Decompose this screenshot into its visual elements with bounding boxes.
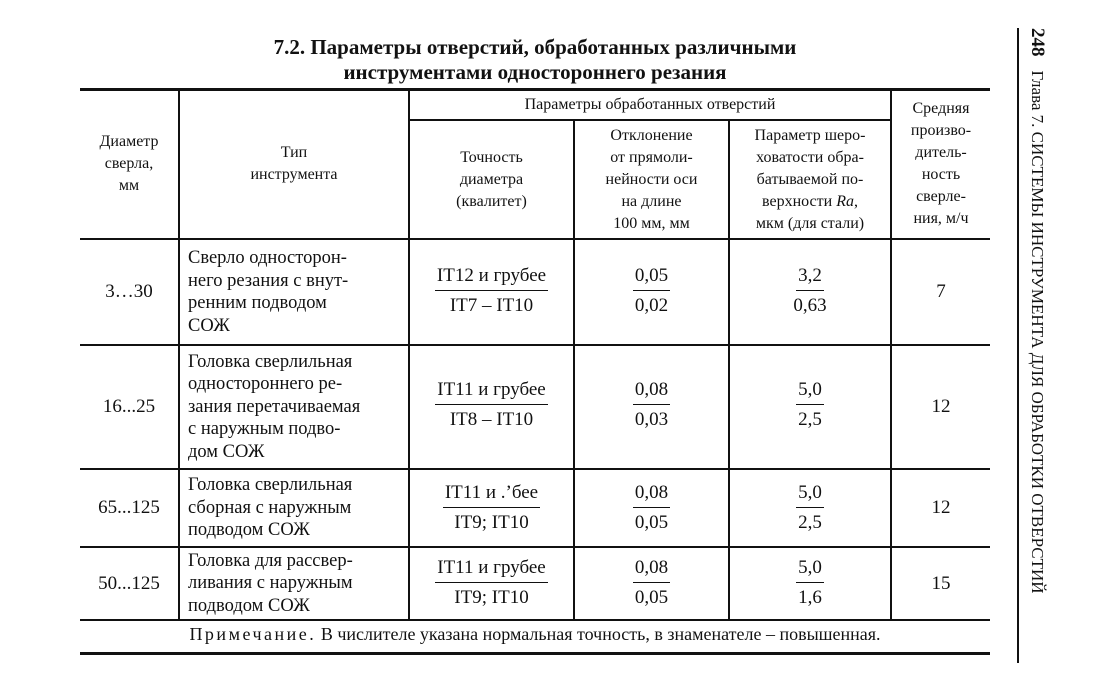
row-3-tool: Головка сверлильная сборная с наружным подводом СОЖ [188,475,353,541]
row-1-roughness: $\frac{3,2}{0,63}$ [793,265,827,316]
header-deviation: Отклонение от прямоли- нейности оси на длине 100 мм, мм [605,126,698,232]
row-3-diameter: 65...125 [98,497,160,518]
row-1-accuracy: IT12 и грубее IT7 – IT10 [436,265,547,316]
row-3-accuracy: IT11 и .’бее IT9; IT10 [444,482,539,533]
table-bottom-rule [80,619,990,621]
row-4-accuracy: IT11 и грубее IT9; IT10 [437,557,546,608]
page-bottom-rule [80,652,990,655]
row-1-productivity: 7 [936,281,946,302]
running-header [1026,28,1048,668]
header-roughness: Параметр шеро- ховатости обра- батываемой по- верхности Ra, мкм (для стали) [754,126,866,232]
row-1-diameter: 3…30 [105,281,153,302]
row-2-tool: Головка сверлильная одностороннего ре- зания перетачиваемая с наружным подво- дом СОЖ [188,351,361,462]
table-title-line-1: 7.2. Параметры отверстий, обработанных различными [273,35,797,59]
row-4-tool: Головка для рассвер- ливания с наружным подводом СОЖ [188,550,353,616]
table-note [80,624,990,645]
header-productivity: Средняя произво- дитель- ность сверле- ния, м/ч [910,100,972,227]
row-2-productivity: 12 [931,396,951,417]
row-1-tool: Сверло односторон- него резания с внут- ренним подводом СОЖ [188,248,349,336]
row-2-roughness: $\frac{5,0}{2,5}$ [798,379,822,430]
row-4-deviation: $\frac{0,08}{0,05}$ [634,557,669,608]
row-1-deviation: $\frac{0,05}{0,02}$ [634,265,669,316]
row-4-productivity: 15 [931,572,951,594]
page-number: 248 [1027,28,1048,57]
header-diameter: Диаметр сверла, мм [99,133,159,194]
note-text: В числителе указана нормальная точность, в знаменателе – повышенная. [316,624,881,644]
table-title-line-2: инструментами одностороннего резания [343,60,727,84]
row-2-accuracy: IT11 и грубее IT8 – IT10 [437,379,546,430]
row-4-roughness: $\frac{5,0}{1,6}$ [798,557,822,608]
chapter-title: Глава 7. СИСТЕМЫ ИНСТРУМЕНТА ДЛЯ ОБРАБОТКИ ОТВЕРСТИЙ [1028,70,1047,594]
running-header-rule [1017,28,1019,663]
row-3-productivity: 12 [931,497,951,518]
row-3-roughness: $\frac{5,0}{2,5}$ [798,482,822,533]
header-accuracy: Точность диаметра (квалитет) [456,148,527,210]
row-4-diameter: 50...125 [98,572,160,594]
row-2-deviation: $\frac{0,08}{0,03}$ [634,379,669,430]
row-3-deviation: $\frac{0,08}{0,05}$ [634,482,669,533]
note-label: Примечание. [189,624,317,644]
header-tool-type: Тип инструмента [250,144,338,183]
row-2-diameter: 16...25 [102,396,156,417]
header-params-group: Параметры обработанных отверстий [524,95,776,113]
